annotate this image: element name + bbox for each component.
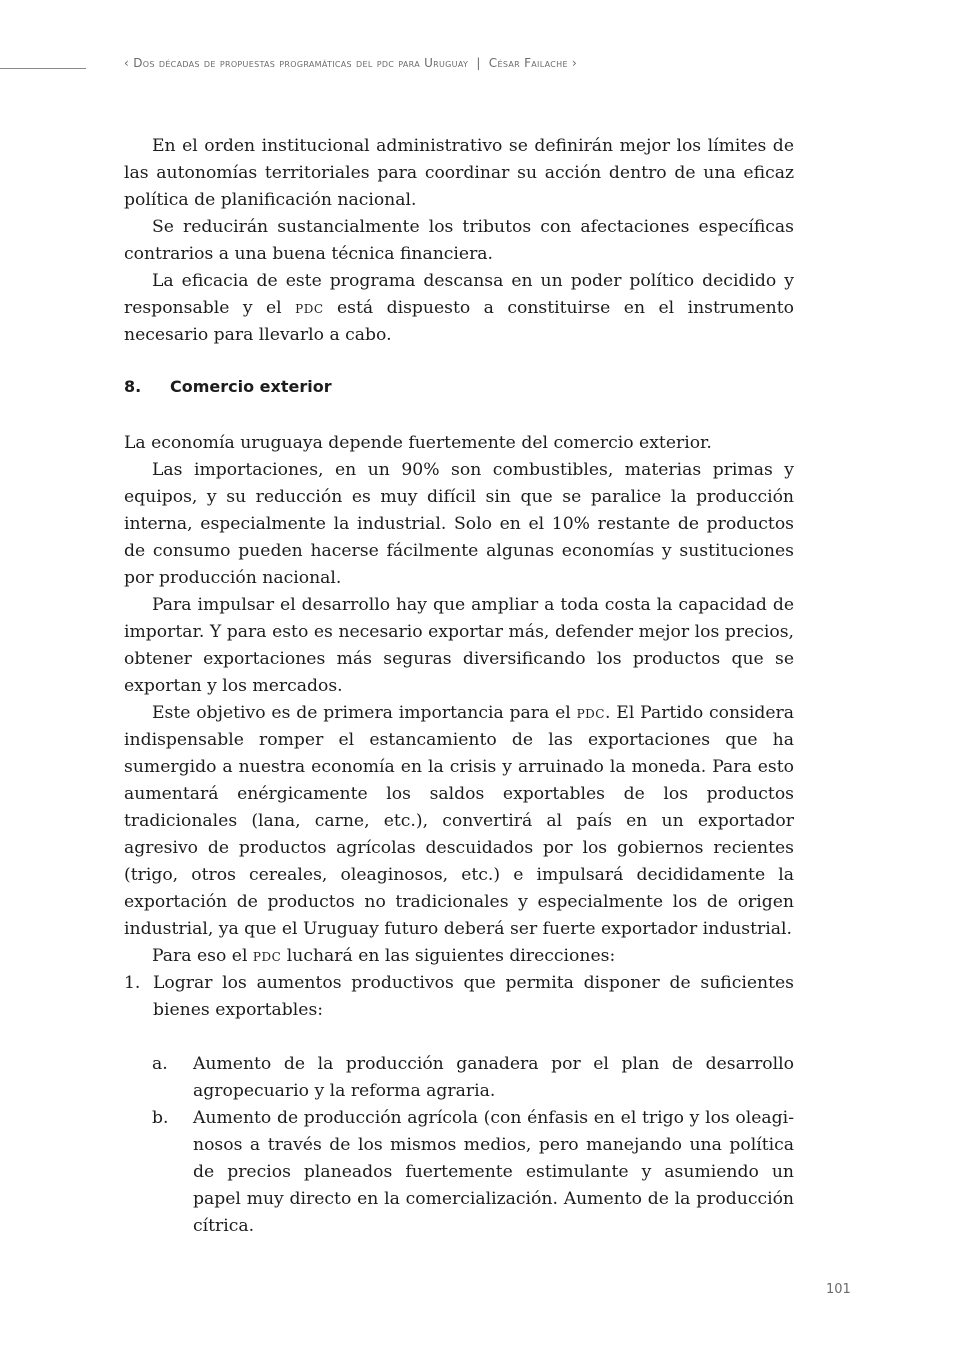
header-book-title: Dos décadas de propuestas programáticas del pdc para Uruguay [133,56,469,70]
paragraph: En el orden institucional administrativo se definirán mejor los límites de las autonomías territoriales para coordinar su acción dentro de una eficaz política de planificación nacional. [124,136,794,210]
paragraph [124,268,794,349]
header-right-chevron: › [571,56,578,70]
section-number: 8. [124,377,142,396]
paragraph-text: . El Partido considera indispensable romper el estancamiento de las exportaciones que ha sumergido a nuestra economía en la crisis y arruinado la moneda. Para esto aumentará enérgicamente los saldos exportables de los productos tradicionales (lana, carne, etc.), convertirá al país en un exportador agresivo de productos agrícolas descuidados por los gobiernos recientes (trigo, otros cereales, oleaginosos, etc.) e impulsará decididamente la exportación de productos no tradicionales y especialmente los de origen industrial, ya que el Uruguay futuro deberá ser fuerte exportador industrial. [124,703,795,939]
section-title: Comercio exterior [170,377,332,396]
header-rule [0,68,86,69]
text-block-institutional [124,133,794,349]
header-author: César Failache [488,56,568,70]
paragraph: Se reducirán sustancialmente los tributos con afectaciones específicas contrarios a una buena técnica financiera. [124,217,794,264]
list-marker: b. [152,1108,169,1128]
running-header [124,56,577,70]
numbered-list [124,970,794,1024]
paragraph: Para impulsar el desarrollo hay que ampliar a toda costa la capacidad de importar. Y para esto es necesario exportar más, defender mejor los precios, obtener exportaciones más seguras diversificando los productos que se exportan y los mercados. [124,595,794,696]
list-item [152,1105,794,1240]
list-item-text: Aumento de la producción ganadera por el plan de desarrollo agropecuario y la reforma agraria. [193,1054,794,1101]
list-item [124,970,794,1024]
paragraph-text: La eficacia de este programa descansa en un poder político decidido y responsable y el [124,271,794,318]
paragraph: Las importaciones, en un 90% son combustibles, materias primas y equipos, y su reducción es muy difícil sin que se paralice la producción interna, especialmente la industrial. Solo en el 10% restante de productos de consumo pueden hacerse fácilmente algunas economías y sustituciones por producción nacional. [124,460,794,588]
paragraph [124,943,794,970]
lettered-sublist [152,1051,794,1240]
paragraph-text: Este objetivo es de primera importancia para el [152,703,577,723]
paragraph: La economía uruguaya depende fuertemente del comercio exterior. [124,433,712,453]
section-heading [124,377,332,396]
list-item-text: Aumento de producción agrícola (con énfasis en el trigo y los oleaginosos a través de los mismos medios, pero manejando una política de precios planeados fuertemente estimulante y asumiendo un papel muy directo en la comercialización. Aumento de la producción cítrica. [193,1108,794,1236]
list-item-text: Lograr los aumentos productivos que permita disponer de suficientes bienes exportables: [153,973,794,1020]
paragraph-text: Para eso el [152,946,253,966]
abbreviation: pdc [252,946,282,966]
paragraph-text: está dispuesto a constituirse en el instrumento necesario para llevarlo a cabo. [124,298,794,345]
paragraph [124,700,794,943]
header-left-chevron: ‹ [124,56,130,70]
page-number: 101 [826,1282,851,1297]
text-block-foreign-trade [124,430,794,970]
header-separator: | [476,56,481,70]
list-item [152,1051,794,1105]
abbreviation: pdc [295,298,324,318]
list-marker: a. [152,1054,168,1074]
list-marker: 1. [124,973,141,993]
abbreviation: pdc [576,703,605,723]
paragraph-text: luchará en las siguientes direcciones: [281,946,616,966]
